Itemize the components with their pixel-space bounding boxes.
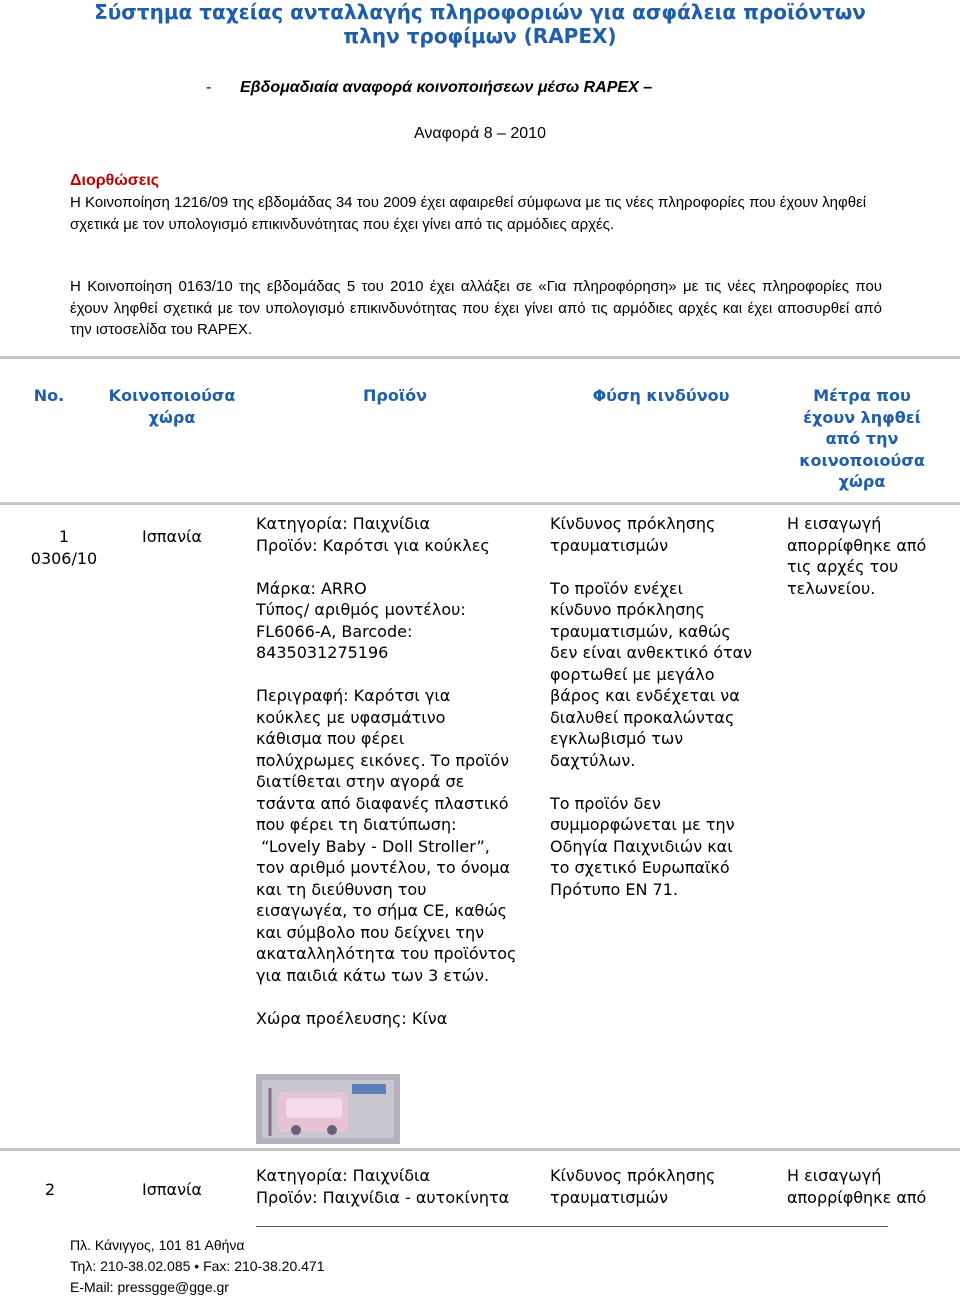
row1-product-line: για παιδιά κάτω των 3 ετών.: [256, 965, 490, 985]
header-measures-line: έχουν ληφθεί: [803, 407, 921, 427]
footer-rule: [256, 1226, 888, 1227]
row1-product-line: και τη διεύθυνση του: [256, 879, 427, 899]
row1-product-line: και σύμβολο που δείχνει την: [256, 922, 485, 942]
row1-hazard-line: βάρος και ενδέχεται να: [550, 686, 740, 705]
row1-hazard-line: Πρότυπο EN 71.: [550, 879, 678, 899]
row1-measures-line: Η εισαγωγή: [787, 514, 882, 533]
row1-hazard-line: [550, 771, 780, 793]
header-no: No.: [33, 386, 65, 405]
row1-product: [256, 513, 546, 1029]
row1-hazard-line: το σχετικό Ευρωπαϊκό: [550, 858, 730, 877]
row2-number: 2: [44, 1180, 56, 1199]
row1-product-line: [256, 986, 546, 1008]
table-row-border: [0, 1148, 960, 1151]
row1-measures: [787, 513, 952, 599]
corrections-heading: Διορθώσεις: [70, 172, 160, 189]
row1-measures-line: τις αρχές του: [787, 557, 899, 576]
header-measures-line: από την: [825, 429, 899, 448]
product-photo: [256, 1074, 400, 1144]
row2-country: Ισπανία: [142, 1180, 202, 1199]
row1-hazard-line: Το προϊόν ενέχει: [550, 578, 683, 598]
row1-product-line: Περιγραφή: Καρότσι για: [256, 686, 451, 705]
row1-hazard-line: τραυματισμών: [550, 535, 669, 555]
row1-product-line: Χώρα προέλευσης: Κίνα: [256, 1008, 448, 1028]
row1-measures-line: απορρίφθηκε από: [787, 535, 927, 555]
row1-product-line: διατίθεται στην αγορά σε: [256, 772, 465, 791]
row1-hazard-line: δεν είναι ανθεκτικό όταν: [550, 643, 753, 662]
footer-email: E-Mail: pressgge@gge.gr: [70, 1279, 229, 1295]
row1-product-line: κούκλες με υφασμάτινο: [256, 707, 446, 727]
header-country-line: Κοινοποιούσα: [108, 386, 236, 405]
subtitle-dash: -: [206, 79, 212, 96]
row1-hazard-line: Οδηγία Παιχνιδιών και: [550, 836, 733, 856]
header-country-line: χώρα: [148, 407, 196, 427]
row2-hazard-line: τραυματισμών: [550, 1187, 669, 1207]
header-product: Προϊόν: [363, 386, 427, 405]
row2-measures: [787, 1165, 952, 1208]
header-measures-line: κοινοποιούσα: [799, 450, 925, 470]
row1-country: Ισπανία: [142, 527, 202, 546]
title-line-2: πλην τροφίμων (RAPEX): [343, 24, 617, 48]
row1-product-line: πολύχρωμες εικόνες. Το προϊόν: [256, 750, 510, 770]
table-header-border: [0, 502, 960, 505]
row1-hazard-line: φορτωθεί με μεγάλο: [550, 664, 715, 684]
subtitle-text: Εβδομαδιαία αναφορά κοινοποιήσεων μέσω RAPEX –: [240, 79, 653, 96]
row1-product-line: “Lovely Baby - Doll Stroller”,: [256, 836, 490, 856]
header-hazard: Φύση κινδύνου: [592, 386, 730, 405]
row1-product-line: FL6066-A, Barcode:: [256, 621, 413, 641]
row1-product-line: τον αριθμό μοντέλου, το όνομα: [256, 858, 511, 877]
row2-measures-line: απορρίφθηκε από: [787, 1187, 927, 1207]
report-subtitle: [206, 79, 652, 97]
header-country: [92, 385, 252, 428]
title-line-1: Σύστημα ταχείας ανταλλαγής πληροφοριών για ασφάλεια προϊόντων: [94, 0, 866, 24]
correction-paragraph-2: Η Κοινοποίηση 0163/10 της εβδομάδας 5 του 2010 έχει αλλάξει σε «Για πληροφόρηση» με τις νέες πληροφορίες που έχουν ληφθεί σχετικά με τον υπολογισμό επικινδυνότητας που έχει γίνει από τις αρμόδιες αρχές και έχει αποσυρθεί από την ιστοσελίδα του RAPEX.: [70, 278, 882, 338]
row1-hazard-line: συμμορφώνεται με την: [550, 815, 735, 834]
footer-phone: Τηλ: 210-38.02.085 • Fax: 210-38.20.471: [70, 1258, 325, 1274]
row1-product-line: Μάρκα: ARRO: [256, 578, 367, 598]
row1-hazard-line: [550, 556, 780, 578]
row1-hazard-line: Το προϊόν δεν: [550, 793, 661, 813]
row1-product-line: κάθισμα που φέρει: [256, 729, 405, 748]
row1-product-line: Προϊόν: Καρότσι για κούκλες: [256, 535, 490, 555]
row1-product-line: που φέρει τη διατύπωση:: [256, 815, 457, 834]
row1-hazard-line: τραυματισμών, καθώς: [550, 621, 731, 641]
row1-product-line: τσάντα από διαφανές πλαστικό: [256, 793, 509, 813]
row2-product: [256, 1165, 556, 1208]
row1-product-line: ακαταλληλότητα του προϊόντος: [256, 944, 517, 963]
row1-hazard: [550, 513, 780, 900]
report-number: Αναφορά 8 – 2010: [414, 125, 546, 142]
row2-product-line: Κατηγορία: Παιχνίδια: [256, 1166, 430, 1185]
row1-product-line: [256, 556, 546, 578]
doll-stroller-image: [256, 1074, 400, 1144]
row1-product-line: εισαγωγέα, το σήμα CE, καθώς: [256, 901, 508, 920]
header-measures-line: Μέτρα που: [813, 386, 911, 405]
row1-hazard-line: κίνδυνο πρόκλησης: [550, 600, 705, 619]
row1-product-line: 8435031275196: [256, 643, 389, 662]
row2-product-line: Προϊόν: Παιχνίδια - αυτοκίνητα: [256, 1187, 510, 1207]
row1-hazard-line: δαχτύλων.: [550, 750, 636, 770]
row1-product-line: Κατηγορία: Παιχνίδια: [256, 514, 430, 533]
row1-hazard-line: διαλυθεί προκαλώντας: [550, 707, 735, 727]
document-title: [0, 0, 960, 48]
row1-product-line: Τύπος/ αριθμός μοντέλου:: [256, 600, 466, 619]
row1-no: 1: [58, 527, 70, 546]
row1-hazard-line: εγκλωβισμό των: [550, 729, 684, 748]
table-top-border: [0, 356, 960, 359]
correction-paragraph-1: Η Κοινοποίηση 1216/09 της εβδομάδας 34 του 2009 έχει αφαιρεθεί σύμφωνα με τις νέες πληροφορίες που έχουν ληφθεί σχετικά με τον υπολογισμό επικινδυνότητας που έχει γίνει από τις αρμόδιες αρχές.: [70, 194, 867, 233]
header-measures: [782, 385, 942, 493]
row1-hazard-line: Κίνδυνος πρόκλησης: [550, 514, 716, 533]
row1-ref: 0306/10: [30, 548, 98, 568]
row1-product-line: [256, 664, 546, 686]
row1-measures-line: τελωνείου.: [787, 578, 876, 598]
row2-hazard-line: Κίνδυνος πρόκλησης: [550, 1166, 716, 1185]
row2-hazard: [550, 1165, 780, 1208]
footer-address: Πλ. Κάνιγγος, 101 81 Αθήνα: [70, 1237, 245, 1253]
row2-measures-line: Η εισαγωγή: [787, 1166, 882, 1185]
header-measures-line: χώρα: [838, 472, 886, 491]
